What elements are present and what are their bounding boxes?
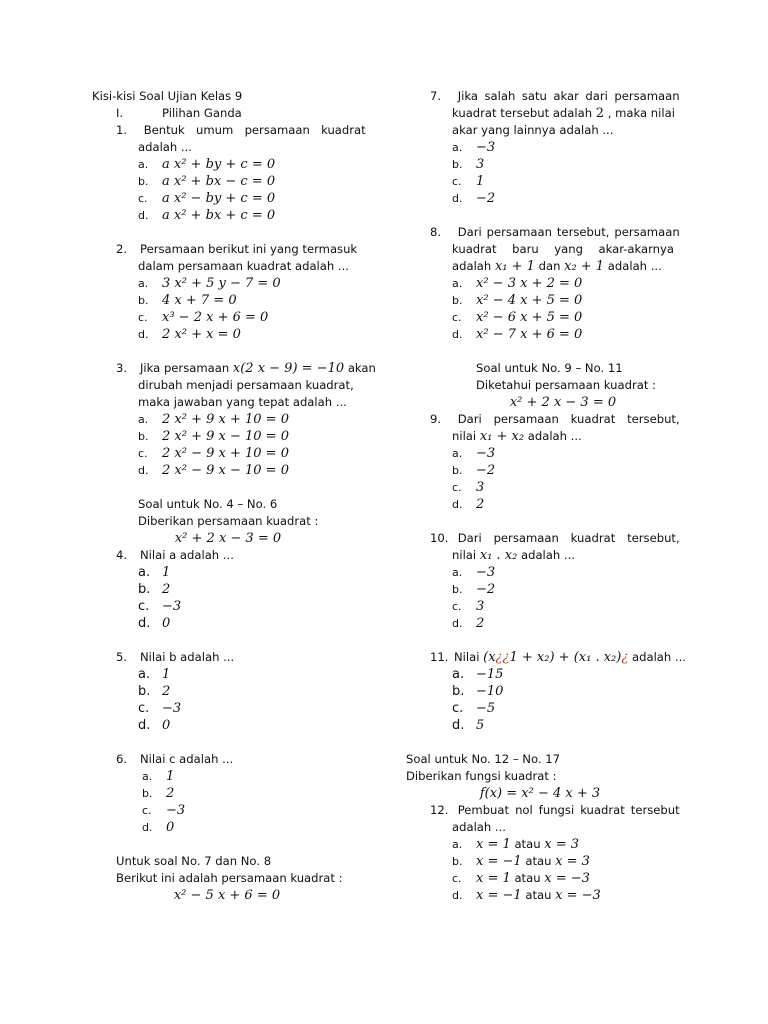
option: c. 1 [452,174,485,189]
option: b. −10 [452,684,504,699]
question-6: 6. Nilai c adalah ... [116,752,234,766]
option: d. 2 [452,616,485,631]
option: a. −3 [452,565,496,580]
option: a. 1 [142,769,175,784]
option: a. −3 [452,140,496,155]
option: c. −3 [138,701,182,716]
option: c. −5 [452,701,496,716]
group-subheading: Diberikan fungsi kuadrat : [406,769,557,783]
group-subheading: Diketahui persamaan kuadrat : [476,378,656,392]
option: d. 2 [452,497,485,512]
question-8-cont: kuadrat baru yang akar-akarnya [452,242,674,256]
option: d. 0 [142,820,175,835]
option: b. 2 [138,582,171,597]
question-7: 7. Jika salah satu akar dari persamaan [430,89,680,103]
group-heading: Soal untuk No. 12 – No. 17 [406,752,560,766]
option: a. −15 [452,667,504,682]
question-8-cont: adalah x₁ + 1 dan x₂ + 1 adalah ... [452,259,662,274]
option: a. 1 [138,565,171,580]
option: d. 0 [138,718,171,733]
option: d. 2 x² − 9 x − 10 = 0 [138,463,289,478]
option: b. −2 [452,463,496,478]
option: a. 1 [138,667,171,682]
option: d. x = −1 atau x = −3 [452,888,601,903]
question-8: 8. Dari persamaan tersebut, persamaan [430,225,680,239]
option: d. −2 [452,191,496,206]
question-9: 9. Dari persamaan kuadrat tersebut, [430,412,680,426]
option: c. −3 [142,803,186,818]
option: c. x² − 6 x + 5 = 0 [452,310,583,325]
group-heading: Soal untuk No. 9 – No. 11 [476,361,623,375]
option: a. 3 x² + 5 y − 7 = 0 [138,276,281,291]
question-12-cont: adalah ... [452,820,506,834]
question-10: 10. Dari persamaan kuadrat tersebut, [430,531,680,545]
option: b. x = −1 atau x = 3 [452,854,590,869]
option: c. 2 x² − 9 x + 10 = 0 [138,446,289,461]
option: b. a x² + bx − c = 0 [138,174,276,189]
question-1: 1. Bentuk umum persamaan kuadrat [116,123,366,137]
question-2: 2. Persamaan berikut ini yang termasuk [116,242,358,256]
question-1-cont: adalah ... [138,140,192,154]
option: a. x² − 3 x + 2 = 0 [452,276,583,291]
option: b. 2 x² + 9 x − 10 = 0 [138,429,289,444]
given-equation: x² − 5 x + 6 = 0 [173,888,281,903]
option: c. a x² − by + c = 0 [138,191,276,206]
question-7-cont: kuadrat tersebut adalah 2 , maka nilai [452,106,675,121]
option: b. x² − 4 x + 5 = 0 [452,293,583,308]
option: d. 2 x² + x = 0 [138,327,241,342]
option: a. −3 [452,446,496,461]
option: a. 2 x² + 9 x + 10 = 0 [138,412,289,427]
option: a. x = 1 atau x = 3 [452,837,580,852]
given-function: f(x) = x² − 4 x + 3 [479,786,601,801]
option: c. 3 [452,480,485,495]
question-3-cont: maka jawaban yang tepat adalah ... [138,395,347,409]
option: c. x³ − 2 x + 6 = 0 [138,310,269,325]
question-11: 11. Nilai (x¿¿1 + x₂) + (x₁ . x₂)¿ adalah ... [430,650,686,665]
question-3-cont: dirubah menjadi persamaan kuadrat, [138,378,354,392]
document-title: Kisi-kisi Soal Ujian Kelas 9 [92,89,243,103]
option: b. 4 x + 7 = 0 [138,293,237,308]
given-equation: x² + 2 x − 3 = 0 [174,531,282,546]
option: d. 0 [138,616,171,631]
option: c. x = 1 atau x = −3 [452,871,590,886]
question-3: 3. Jika persamaan x(2 x − 9) = −10 akan [116,361,376,376]
given-equation: x² + 2 x − 3 = 0 [509,395,617,410]
question-7-cont: akar yang lainnya adalah ... [452,123,614,137]
question-4: 4. Nilai a adalah ... [116,548,234,562]
option: b. −2 [452,582,496,597]
question-10-cont: nilai x₁ . x₂ adalah ... [452,548,575,563]
option: b. 2 [138,684,171,699]
option: b. 2 [142,786,175,801]
section-heading: I. Pilihan Ganda [116,106,242,120]
option: b. 3 [452,157,485,172]
left-column [92,88,376,904]
question-5: 5. Nilai b adalah ... [116,650,235,664]
group-heading: Soal untuk No. 4 – No. 6 [138,497,278,511]
group-subheading: Diberikan persamaan kuadrat : [138,514,319,528]
option: a. a x² + by + c = 0 [138,157,276,172]
group-heading: Untuk soal No. 7 dan No. 8 [116,854,272,868]
option: c. 3 [452,599,485,614]
question-9-cont: nilai x₁ + x₂ adalah ... [452,429,582,444]
option: c. −3 [138,599,182,614]
question-2-cont: dalam persamaan kuadrat adalah ... [138,259,349,273]
question-12: 12. Pembuat nol fungsi kuadrat tersebut [430,803,680,817]
group-subheading: Berikut ini adalah persamaan kuadrat : [116,871,343,885]
option: d. 5 [452,718,485,733]
option: d. x² − 7 x + 6 = 0 [452,327,583,342]
option: d. a x² + bx + c = 0 [138,208,276,223]
right-column [406,88,686,904]
